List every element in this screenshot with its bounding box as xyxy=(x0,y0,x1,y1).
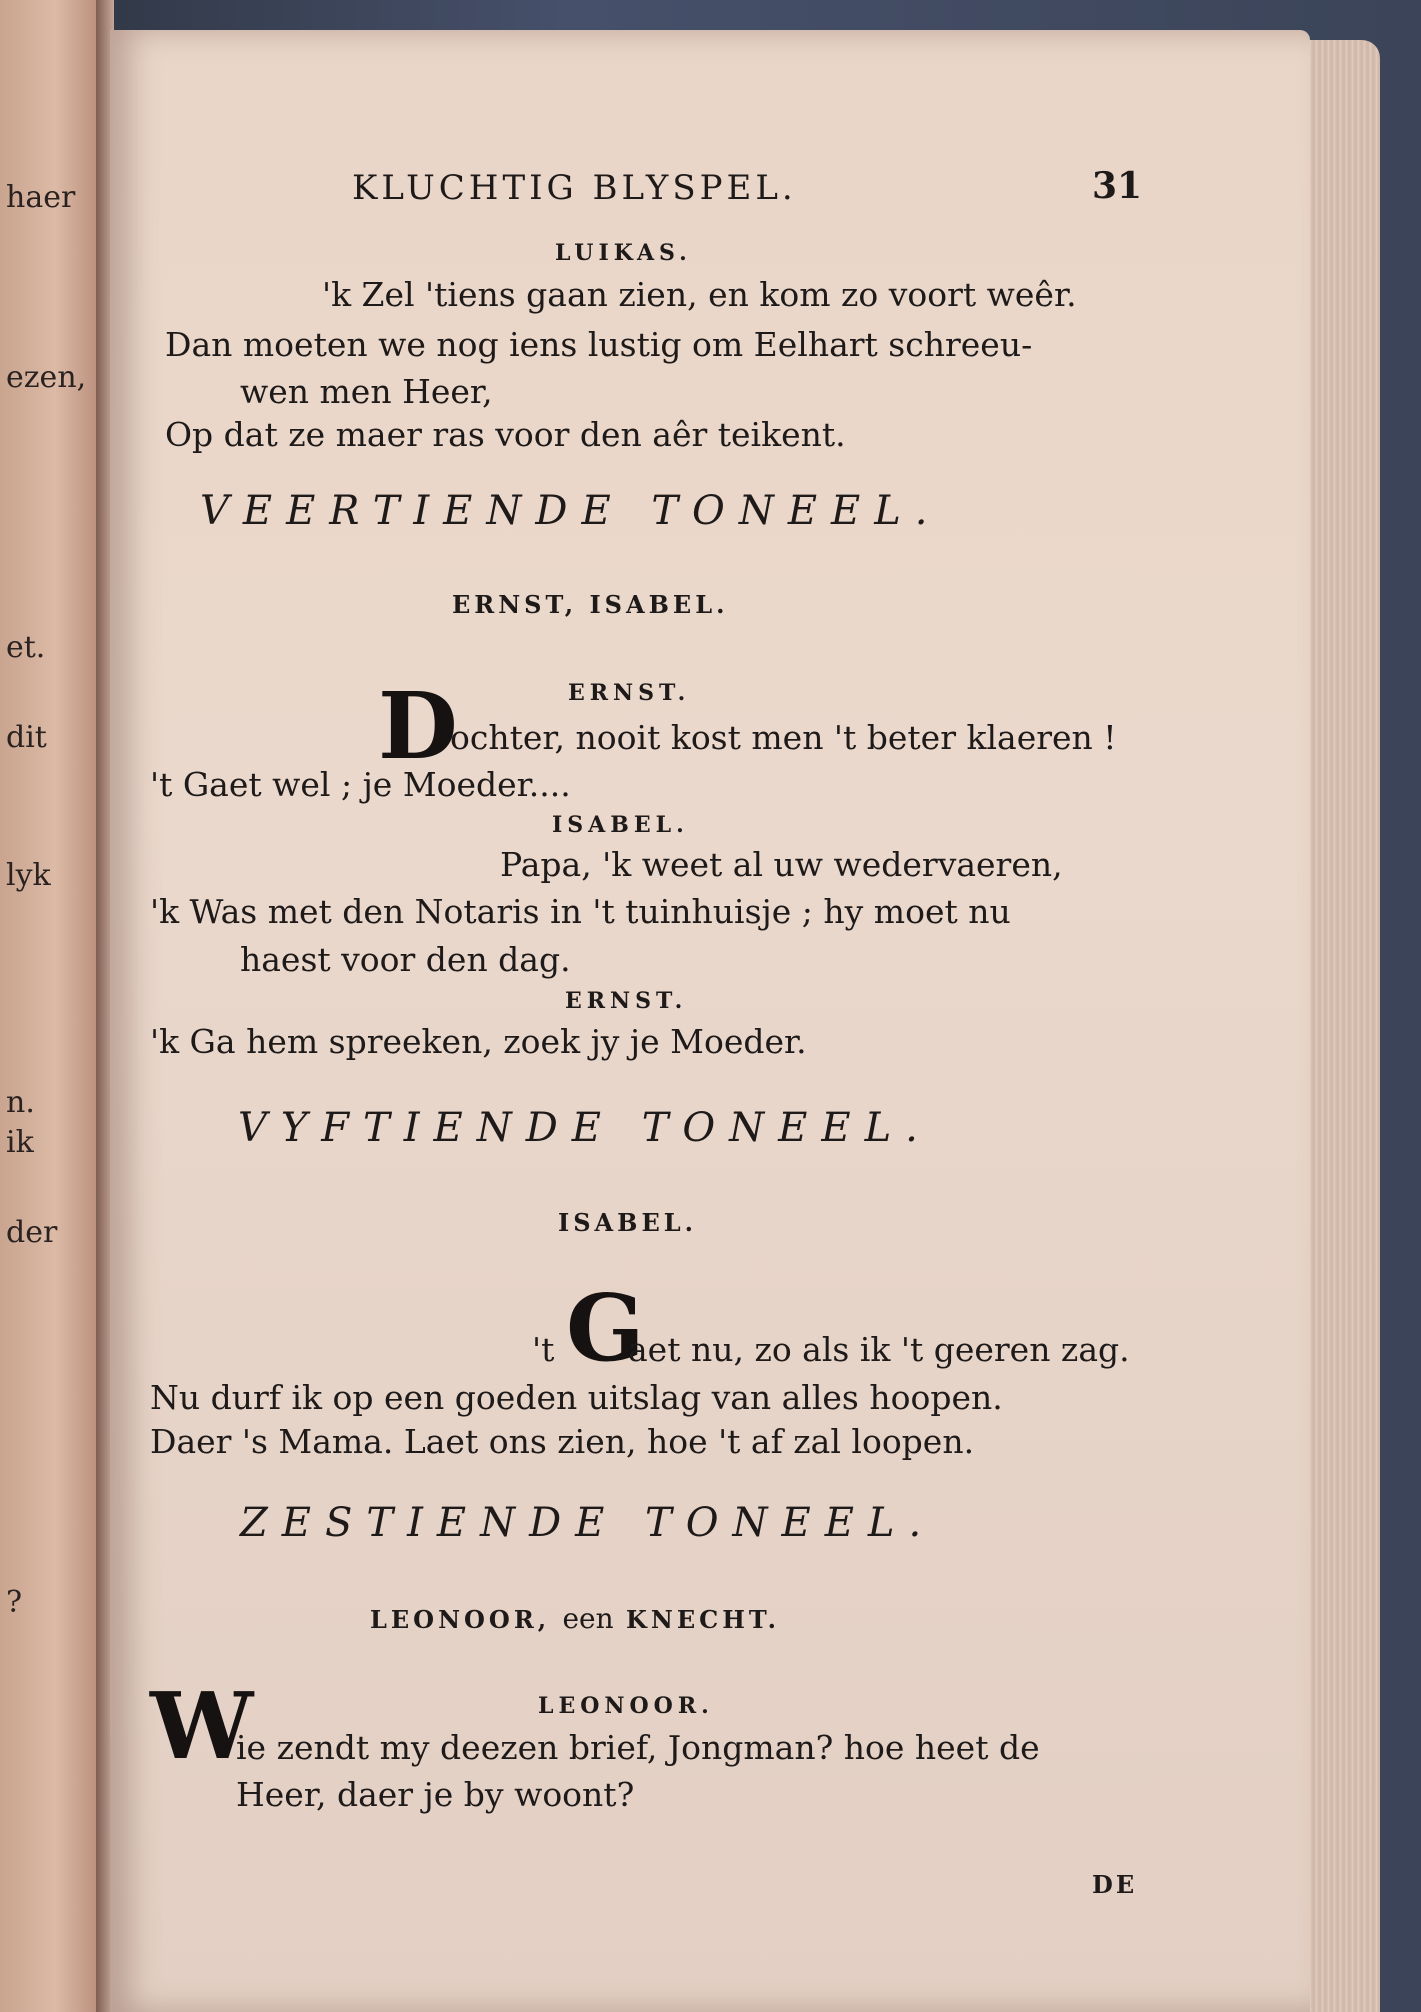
page-edge-stack xyxy=(1305,40,1380,2012)
scene-title: VEERTIENDE TONEEL. xyxy=(200,488,942,534)
cast-name: KNECHT. xyxy=(626,1605,781,1634)
speaker-name: ISABEL. xyxy=(552,812,689,838)
verse-line: 't xyxy=(532,1330,555,1369)
verse-line: 'k Zel 'tiens gaan zien, en kom zo voort weêr. xyxy=(322,275,1077,314)
verse-line: ochter, nooit kost men 't beter klaeren ! xyxy=(450,718,1117,757)
verse-line: Heer, daer je by woont? xyxy=(236,1775,635,1814)
verse-line: 't Gaet wel ; je Moeder.... xyxy=(150,765,571,804)
verse-line: wen men Heer, xyxy=(240,372,493,411)
left-fragment: et. xyxy=(6,630,46,665)
left-fragment: n. xyxy=(6,1085,35,1120)
scene-title: ZESTIENDE TONEEL. xyxy=(240,1500,936,1546)
running-title: KLUCHTIG BLYSPEL. xyxy=(352,168,797,208)
left-fragment: ik xyxy=(6,1125,34,1160)
drop-cap: G xyxy=(566,1274,645,1382)
cast-name: LEONOOR, xyxy=(370,1605,551,1634)
verse-line: 'k Ga hem spreeken, zoek jy je Moeder. xyxy=(150,1022,807,1061)
verse-line: haest voor den dag. xyxy=(240,940,571,979)
speaker-name: ERNST. xyxy=(568,680,691,706)
speaker-name: ERNST. xyxy=(565,988,688,1014)
verse-line: Papa, 'k weet al uw wedervaeren, xyxy=(500,845,1063,884)
left-page-edge xyxy=(0,0,100,2012)
scene-title: VYFTIENDE TONEEL. xyxy=(238,1105,932,1151)
left-fragment: der xyxy=(6,1215,58,1250)
left-fragment: dit xyxy=(6,720,47,755)
verse-line: ie zendt my deezen brief, Jongman? hoe heet de xyxy=(236,1728,1040,1767)
cast-list: ERNST, ISABEL. xyxy=(452,590,729,619)
drop-cap: W xyxy=(150,1672,254,1780)
verse-line: Daer 's Mama. Laet ons zien, hoe 't af zal loopen. xyxy=(150,1422,975,1461)
speaker-name: LUIKAS. xyxy=(555,240,692,266)
drop-cap: D xyxy=(378,672,458,780)
left-fragment: lyk xyxy=(6,858,51,893)
verse-line: Op dat ze maer ras voor den aêr teikent. xyxy=(165,415,846,454)
left-fragment: haer xyxy=(6,180,76,215)
cast-list xyxy=(370,1602,780,1635)
verse-line: 'k Was met den Notaris in 't tuinhuisje ; hy moet nu xyxy=(150,892,1011,931)
catchword: DE xyxy=(1092,1870,1138,1899)
verse-line: Nu durf ik op een goeden uitslag van alles hoopen. xyxy=(150,1378,1003,1417)
page-number: 31 xyxy=(1092,165,1143,207)
verse-line: Dan moeten we nog iens lustig om Eelhart schreeu- xyxy=(165,325,1033,364)
cast-list: ISABEL. xyxy=(558,1208,697,1237)
speaker-name: LEONOOR. xyxy=(538,1693,714,1719)
left-fragment: ezen, xyxy=(6,360,87,395)
left-fragment: ? xyxy=(6,1585,23,1620)
verse-line: aet nu, zo als ik 't geeren zag. xyxy=(628,1330,1130,1369)
cast-connector: een xyxy=(562,1602,614,1635)
